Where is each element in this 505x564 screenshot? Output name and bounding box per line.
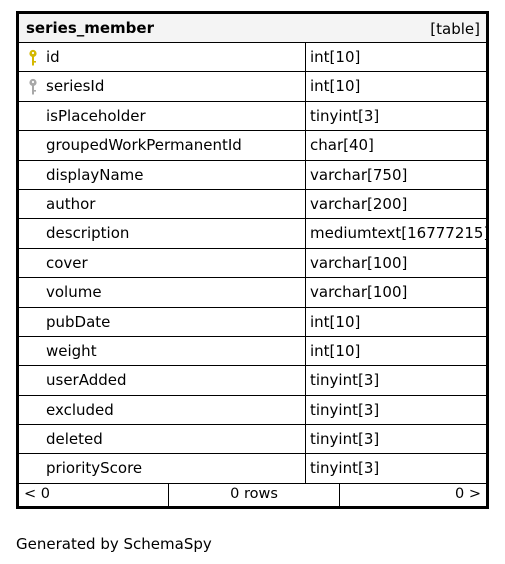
column-type: char[40] [310, 136, 374, 155]
column-type: tinyint[3] [310, 371, 380, 390]
column-name: weight [46, 341, 97, 360]
column-type: varchar[750] [310, 165, 408, 184]
column-row[interactable] [19, 337, 486, 366]
column-name: cover [46, 253, 88, 272]
column-row[interactable] [19, 366, 486, 395]
column-name: id [46, 48, 60, 66]
column-name-cell [19, 72, 306, 100]
table-name[interactable]: series_member [26, 19, 154, 37]
column-type-cell [306, 161, 486, 189]
column-type: int[10] [310, 77, 361, 96]
column-name-cell [19, 43, 306, 71]
column-name: volume [46, 283, 102, 302]
primary-key-icon [27, 49, 39, 67]
table-footer [19, 484, 486, 506]
column-name-cell [19, 131, 306, 159]
column-type: varchar[200] [310, 194, 408, 213]
column-type-cell [306, 454, 486, 482]
column-name: seriesId [46, 77, 105, 96]
column-name-cell [19, 219, 306, 247]
column-name-cell [19, 102, 306, 130]
column-type-cell [306, 337, 486, 365]
column-name: displayName [46, 165, 144, 184]
table-node-series-member[interactable] [16, 11, 489, 509]
column-name: isPlaceholder [46, 106, 146, 125]
column-row[interactable] [19, 131, 486, 160]
column-row[interactable] [19, 72, 486, 101]
column-type-cell [306, 43, 486, 71]
generated-by-label: Generated by SchemaSpy [16, 535, 212, 553]
column-type-cell [306, 249, 486, 277]
column-type: varchar[100] [310, 283, 408, 302]
column-name: author [46, 194, 96, 213]
column-type-cell [306, 219, 490, 247]
column-row[interactable] [19, 102, 486, 131]
column-type: tinyint[3] [310, 459, 380, 478]
column-name: excluded [46, 400, 114, 419]
column-name: description [46, 224, 130, 243]
column-type-cell [306, 278, 486, 306]
column-type-cell [306, 131, 486, 159]
column-type: int[10] [310, 48, 361, 66]
column-type: tinyint[3] [310, 400, 380, 419]
table-header [19, 14, 486, 43]
column-type: mediumtext[16777215] [310, 224, 490, 243]
column-name-cell [19, 161, 306, 189]
column-name-cell [19, 454, 306, 482]
column-type-cell [306, 72, 486, 100]
parent-count[interactable]: < 0 [19, 484, 169, 506]
column-name: deleted [46, 430, 103, 449]
column-row[interactable] [19, 425, 486, 454]
column-name-cell [19, 249, 306, 277]
column-type-cell [306, 396, 486, 424]
column-row[interactable] [19, 454, 486, 483]
column-row[interactable] [19, 190, 486, 219]
column-type: tinyint[3] [310, 430, 380, 449]
column-row[interactable] [19, 43, 486, 72]
column-type-cell [306, 366, 486, 394]
table-kind-label: [table] [430, 20, 480, 38]
column-row[interactable] [19, 278, 486, 307]
column-type-cell [306, 425, 486, 453]
column-type-cell [306, 190, 486, 218]
column-row[interactable] [19, 308, 486, 337]
column-name-cell [19, 337, 306, 365]
column-type: int[10] [310, 312, 361, 331]
column-row[interactable] [19, 161, 486, 190]
column-name: priorityScore [46, 459, 143, 478]
column-name-cell [19, 308, 306, 336]
column-name: groupedWorkPermanentId [46, 136, 242, 155]
column-name-cell [19, 278, 306, 306]
index-key-icon [27, 78, 39, 96]
column-name: pubDate [46, 312, 111, 331]
child-count[interactable]: 0 > [455, 486, 481, 502]
column-type-cell [306, 308, 486, 336]
column-type: varchar[100] [310, 253, 408, 272]
column-row[interactable] [19, 219, 490, 248]
row-count: 0 rows [169, 484, 340, 506]
column-name-cell [19, 366, 306, 394]
column-name-cell [19, 425, 306, 453]
column-row[interactable] [19, 249, 486, 278]
column-row[interactable] [19, 396, 486, 425]
column-name: userAdded [46, 371, 127, 390]
column-type: tinyint[3] [310, 106, 380, 125]
column-name-cell [19, 396, 306, 424]
column-name-cell [19, 190, 306, 218]
column-type: int[10] [310, 341, 361, 360]
column-list [19, 43, 490, 484]
column-type-cell [306, 102, 486, 130]
